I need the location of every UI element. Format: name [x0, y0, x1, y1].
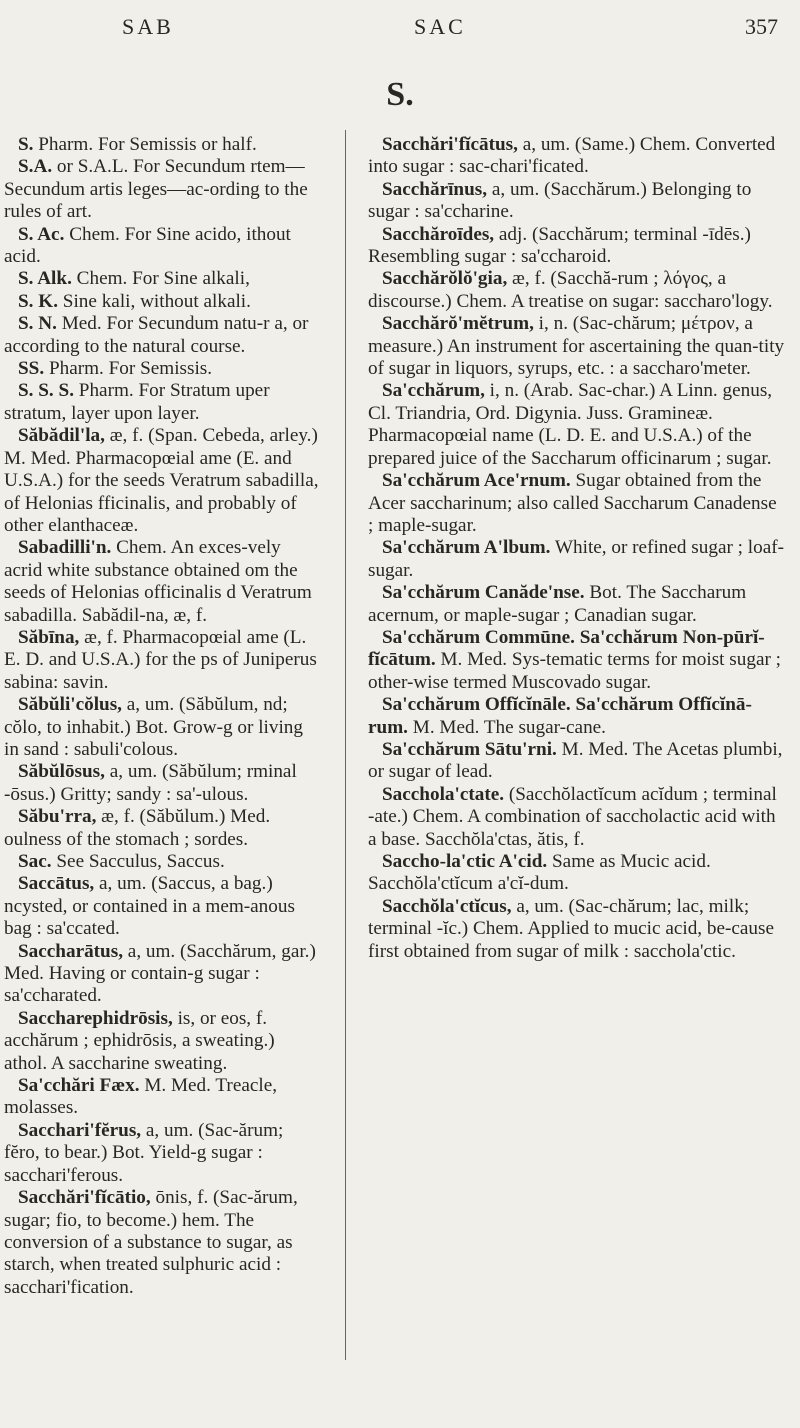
dictionary-entry: [368, 470, 786, 537]
dictionary-entry: [368, 268, 786, 313]
dictionary-entry: [4, 851, 322, 873]
entry-definition: ōnis, f. (Sac-ărum, sugar; fio, to become.) hem. The conversion of a substance to sugar, as starch, when treated sulphuric acid : sacchari'fication.: [4, 1187, 298, 1298]
dictionary-entry: [4, 1008, 322, 1075]
dictionary-entry: [4, 537, 322, 627]
entry-definition: (Sacchŏlactĭcum acĭdum ; terminal -ate.) Chem. A combination of saccholactic acid with a base. Sacchŏla'ctas, ătis, f.: [368, 783, 777, 850]
entry-definition: Pharm. For Stratum uper stratum, layer upon layer.: [4, 380, 270, 424]
entry-headword: Săbădil'la,: [18, 425, 105, 447]
running-head-left: SAB: [122, 14, 174, 39]
entry-definition: Sugar obtained from the Acer saccharinum; also called Saccharum Canadense ; maple-sugar.: [368, 470, 777, 536]
entry-definition: adj. (Sacchărum; terminal -īdēs.) Resembling sugar : sa'ccharoid.: [368, 223, 751, 268]
entry-definition: M. Med. Treacle, molasses.: [4, 1075, 278, 1119]
dictionary-entry: [4, 627, 322, 694]
entry-definition: M. Med. Sys-tematic terms for moist sugar ; other-wise termed Muscovado sugar.: [368, 649, 782, 693]
dictionary-entry: [368, 851, 786, 896]
entry-headword: Săbŭli'cŏlus,: [18, 694, 122, 716]
left-column: [0, 134, 322, 1299]
entry-definition: See Sacculus, Saccus.: [51, 851, 225, 872]
page-number: 357: [745, 14, 778, 39]
dictionary-entry: [368, 582, 786, 627]
dictionary-entry: [368, 896, 786, 963]
entry-definition: Pharm. For Semissis or half.: [33, 134, 257, 155]
entry-headword: Săbŭlōsus,: [18, 761, 105, 783]
entry-headword: S. Alk.: [18, 268, 72, 290]
entry-headword: Săbu'rra,: [18, 806, 97, 828]
entry-definition: a, um. (Same.) Chem. Converted into sugar : sac-chari'ficated.: [368, 134, 776, 178]
dictionary-entry: [368, 179, 786, 224]
entry-definition: æ, f. (Sacchă-rum ; λόγος, a discourse.) Chem. A treatise on sugar: saccharo'logy.: [368, 268, 773, 312]
entry-definition: a, um. (Săbŭlum, nd; cŏlo, to inhabit.) Bot. Grow-g or living in sand : sabuli'colous.: [4, 694, 303, 760]
entry-definition: a, um. (Sacchărum, gar.) Med. Having or contain-g sugar : sa'ccharated.: [4, 940, 316, 1007]
section-letter: S.: [386, 76, 414, 113]
dictionary-entry: [368, 537, 786, 582]
entry-definition: M. Med. The Acetas plumbi, or sugar of lead.: [368, 738, 783, 783]
entry-headword: Sa'cchărum Ace'rnum.: [382, 470, 571, 492]
entry-headword: Sa'cchărum,: [382, 380, 485, 402]
entry-headword: Sa'cchărum A'lbum.: [382, 537, 551, 559]
entry-definition: White, or refined sugar ; loaf-sugar.: [368, 537, 784, 581]
dictionary-entry: [4, 380, 322, 425]
entry-definition: or S.A.L. For Secundum rtem—Secundum artis leges—ac-ording to the rules of art.: [4, 156, 308, 223]
dictionary-entry: [4, 156, 322, 223]
entry-headword: Sa'cchărum Canăde'nse.: [382, 582, 585, 604]
dictionary-entry: [4, 1187, 322, 1299]
entry-headword: Sacchări'fĭcātus,: [382, 134, 518, 155]
column-divider: [345, 130, 346, 1360]
dictionary-entry: [368, 784, 786, 851]
entry-headword: Saccho-la'ctic A'cid.: [382, 851, 548, 872]
entry-headword: Sa'cchărum Sātu'rni.: [382, 738, 557, 760]
entry-definition: a, um. (Sacchărum.) Belonging to sugar : sa'ccharine.: [368, 178, 752, 223]
entry-headword: Sacchola'ctate.: [382, 783, 505, 805]
entry-definition: Med. For Secundum natu-r a, or according to the natural course.: [4, 313, 309, 357]
dictionary-entry: [368, 739, 786, 784]
dictionary-entry: [368, 627, 786, 694]
entry-definition: æ, f. (Span. Cebeda, arley.) M. Med. Pharmacopœial ame (E. and U.S.A.) for the seeds Veratrum sabadilla, of Helonias fficinalis, and probably of other elanthaceæ.: [4, 425, 319, 536]
entry-definition: Same as Mucic acid. Sacchŏla'ctĭcum a'cĭ-dum.: [368, 851, 711, 895]
entry-headword: S. N.: [18, 313, 57, 335]
entry-headword: Sacchari'fĕrus,: [18, 1119, 142, 1141]
entry-headword: Sacchărŏ'mĕtrum,: [382, 313, 534, 335]
entry-headword: Sa'cchărum Commūne. Sa'cchărum Non-pūrĭ-fĭcātum.: [368, 626, 765, 671]
entry-definition: Chem. For Sine acido, ithout acid.: [4, 223, 291, 268]
entry-definition: Chem. An exces-vely acrid white substance obtained om the seeds of Helonias officinalis d Veratrum sabadilla. Sabădil-na, æ, f.: [4, 537, 312, 626]
dictionary-entry: [368, 224, 786, 269]
entry-headword: S.A.: [18, 156, 53, 178]
entry-headword: Sabadilli'n.: [18, 537, 112, 559]
entry-headword: Saccharephidrōsis,: [18, 1007, 173, 1029]
dictionary-entry: [368, 380, 786, 470]
entry-definition: Sine kali, without alkali.: [58, 290, 251, 312]
dictionary-entry: [4, 941, 322, 1008]
entry-headword: Saccātus,: [18, 873, 95, 895]
entry-headword: Sacchŏla'ctĭcus,: [382, 895, 512, 917]
entry-headword: S. S. S.: [18, 380, 74, 402]
entry-definition: M. Med. The sugar-cane.: [407, 716, 606, 738]
dictionary-entry: [4, 134, 322, 156]
entry-definition: a, um. (Săbŭlum; rminal -ōsus.) Gritty; sandy : sa'-ulous.: [4, 761, 297, 805]
dictionary-entry: [4, 1120, 322, 1187]
dictionary-entry: [4, 313, 322, 358]
entry-definition: a, um. (Saccus, a bag.) ncysted, or contained in a mem-anous bag : sa'ccated.: [4, 873, 295, 940]
entry-definition: a, um. (Sac-chărum; lac, milk; terminal -ĭc.) Chem. Applied to mucic acid, be-cause first obtained from sugar of milk : sacchola'ctic.: [368, 895, 774, 962]
dictionary-entry: [4, 694, 322, 761]
dictionary-entry: [4, 268, 322, 290]
entry-definition: Chem. For Sine alkali,: [71, 268, 250, 290]
entry-definition: i, n. (Arab. Sac-char.) A Linn. genus, Cl. Triandria, Ord. Digynia. Juss. Gramineæ. Pharmacopœial name (L. D. E. and U.S.A.) of the prepared juice of the Saccharum officinarum ; sugar.: [368, 380, 773, 469]
dictionary-entry: [4, 358, 322, 380]
entry-headword: S. Ac.: [18, 223, 65, 245]
entry-headword: Sacchări'fĭcātio,: [18, 1187, 151, 1209]
entry-headword: Sa'cchărum Offĭcĭnāle. Sa'cchărum Offĭcĭnā-rum.: [368, 694, 752, 738]
entry-headword: SS.: [18, 358, 45, 380]
running-head-center: SAC: [414, 14, 466, 39]
dictionary-entry: [4, 806, 322, 851]
entry-definition: æ, f. Pharmacopœial ame (L. E. D. and U.S.A.) for the ps of Juniperus sabina: savin.: [4, 626, 317, 693]
entry-headword: Sacchăroīdes,: [382, 223, 495, 245]
dictionary-entry: [368, 134, 786, 179]
dictionary-entry: [4, 224, 322, 269]
entry-definition: a, um. (Sac-ărum; fĕro, to bear.) Bot. Yield-g sugar : sacchari'ferous.: [4, 1119, 284, 1186]
entry-headword: Săbīna,: [18, 626, 80, 648]
right-column: [368, 134, 786, 963]
dictionary-entry: [4, 1075, 322, 1120]
entry-headword: S.: [18, 134, 34, 155]
entry-headword: Sacchărŏlŏ'gia,: [382, 268, 508, 290]
entry-definition: Pharm. For Semissis.: [44, 358, 213, 380]
entry-headword: Sa'cchări Fæx.: [18, 1075, 140, 1097]
dictionary-entry: [4, 425, 322, 537]
dictionary-entry: [4, 873, 322, 940]
dictionary-entry: [368, 694, 786, 739]
entry-headword: Sacchărīnus,: [382, 178, 488, 200]
entry-headword: Sac.: [18, 851, 52, 872]
entry-headword: Saccharātus,: [18, 940, 123, 962]
entry-definition: Bot. The Saccharum acernum, or maple-sugar ; Canadian sugar.: [368, 582, 747, 626]
dictionary-entry: [4, 291, 322, 313]
dictionary-entry: [4, 761, 322, 806]
entry-definition: i, n. (Sac-chărum; μέτρον, a measure.) An instrument for ascertaining the quan-tity of sugar in liquors, syrups, etc. : a saccharo'meter.: [368, 313, 785, 380]
entry-definition: is, or eos, f. acchărum ; ephidrōsis, a sweating.) athol. A saccharine sweating.: [4, 1007, 275, 1074]
entry-headword: S. K.: [18, 290, 58, 312]
dictionary-entry: [368, 313, 786, 380]
entry-definition: æ, f. (Săbŭlum.) Med. oulness of the stomach ; sordes.: [4, 806, 271, 850]
